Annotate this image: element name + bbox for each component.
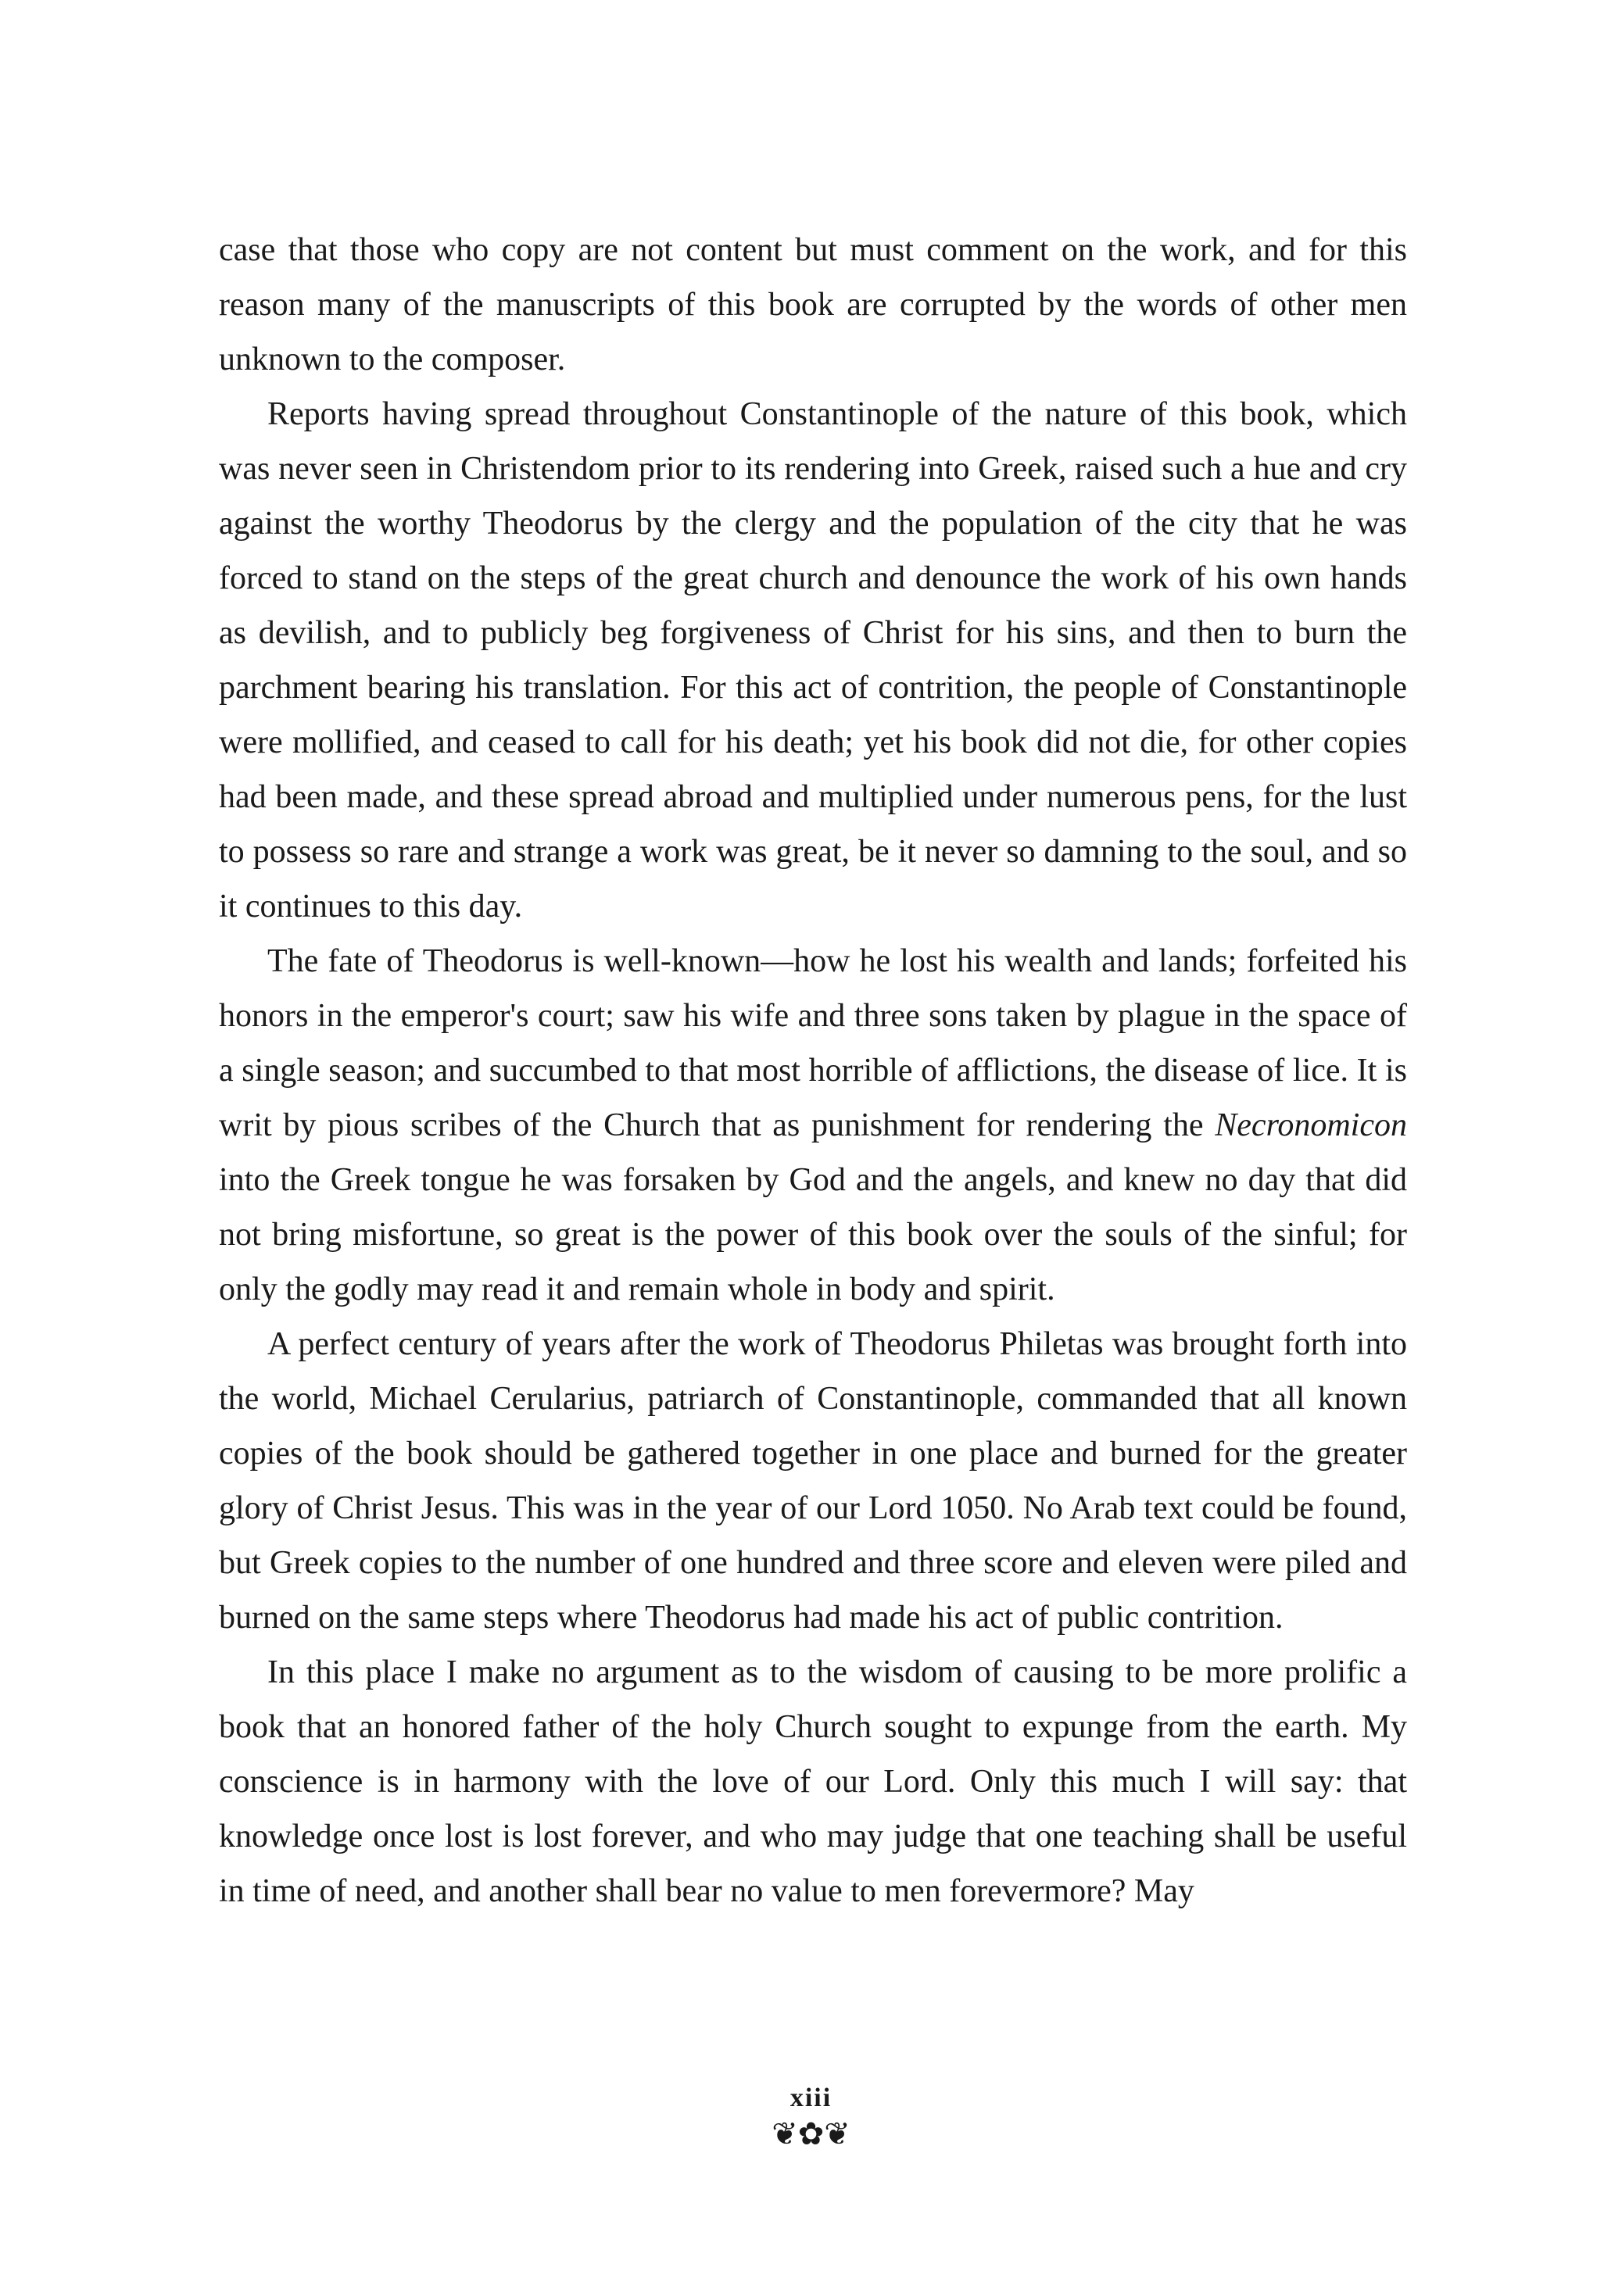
body-text [219, 223, 1407, 1919]
paragraph-2: Reports having spread throughout Constantinople of the nature of this book, which was never seen in Christendom prior to its rendering into Greek, raised such a hue and cry against the worthy Theodorus by the clergy and the population of the city that he was forced to stand on the steps of the great church and denounce the work of his own hands as devilish, and to publicly beg forgiveness of Christ for his sins, and then to burn the parchment bearing his translation. For this act of contrition, the people of Constantinople were mollified, and ceased to call for his death; yet his book did not die, for other copies had been made, and these spread abroad and multiplied under numerous pens, for the lust to possess so rare and strange a work was great, be it never so damning to the soul, and so it continues to this day. [219, 396, 1407, 924]
book-title-necronomicon: Necronomicon [1215, 1107, 1407, 1143]
paragraph-1: case that those who copy are not content but must comment on the work, and for this reason many of the manuscripts of this book are corrupted by the words of other men unknown to the composer. [219, 232, 1407, 377]
paragraph-5: In this place I make no argument as to the wisdom of causing to be more prolific a book that an honored father of the holy Church sought to expunge from the earth. My conscience is in harmony with the love of our Lord. Only this much I will say: that knowledge once lost is lost forever, and who may judge that one teaching shall be useful in time of need, and another shall bear no value to men forevermore? May [219, 1654, 1407, 1909]
page-footer [0, 2083, 1622, 2151]
page-number: xiii [790, 2083, 832, 2112]
ornament-icon: ❦✿❦ [772, 2116, 850, 2151]
paragraph-4: A perfect century of years after the work of Theodorus Philetas was brought forth into the world, Michael Cerularius, patriarch of Constantinople, commanded that all known copies of the book should be gathered together in one place and burned for the greater glory of Christ Jesus. This was in the year of our Lord 1050. No Arab text could be found, but Greek copies to the number of one hundred and three score and eleven were piled and burned on the same steps where Theodorus had made his act of public contrition. [219, 1326, 1407, 1636]
paragraph-3 [219, 934, 1407, 1317]
paragraph-3-text-after: into the Greek tongue he was forsaken by God and the angels, and knew no day that did not bring misfortune, so great is the power of this book over the souls of the sinful; for only the godly may read it and remain whole in body and spirit. [219, 1162, 1407, 1307]
paragraph-3-text-before: The fate of Theodorus is well-known—how he lost his wealth and lands; forfeited his honors in the emperor's court; saw his wife and three sons taken by plague in the space of a single season; and succumbed to that most horrible of afflictions, the disease of lice. It is writ by pious scribes of the Church that as punishment for rendering the [219, 943, 1407, 1143]
